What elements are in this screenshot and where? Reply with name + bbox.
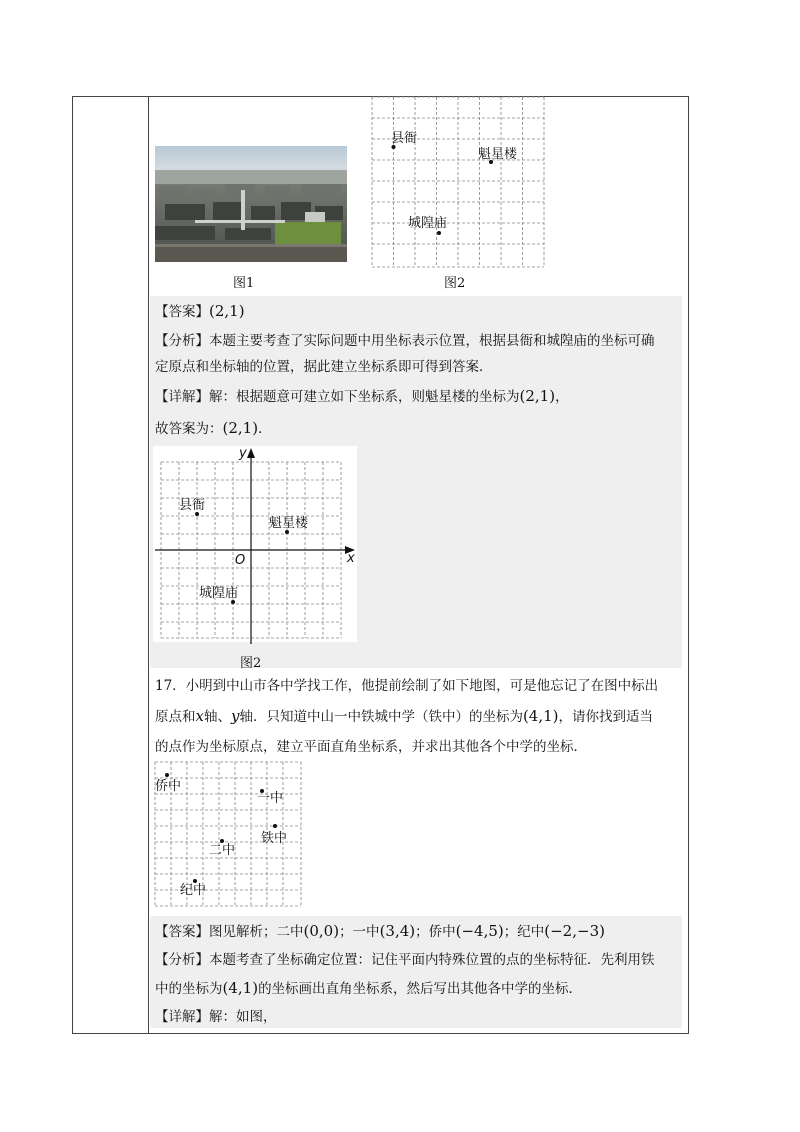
tiezhong-point — [273, 824, 277, 828]
yizhong-coord: (3,4) — [379, 922, 416, 940]
detail-text: 解：如图， — [209, 1009, 277, 1025]
answer-text-2: ；一中 — [339, 924, 380, 940]
q16-answer — [155, 301, 245, 322]
detail-text: 解：根据题意可建立如下坐标系，则魁星楼的坐标为 — [209, 389, 520, 405]
final-answer-coord: (2,1) — [222, 419, 259, 437]
detail-label: 【详解】 — [155, 389, 209, 405]
table-column-separator — [148, 96, 149, 1034]
qiaozhong-coord: (−4,5) — [455, 922, 504, 940]
answer-text-3: ；侨中 — [415, 924, 456, 940]
final-answer-punct: ． — [258, 421, 272, 437]
xianya-label: 县衙 — [179, 498, 206, 513]
answer-value: (2,1) — [209, 302, 245, 320]
q17-text-b: 轴、 — [203, 709, 231, 725]
kuixinglou-coord: (2,1) — [519, 387, 556, 405]
final-answer-text: 故答案为： — [155, 421, 223, 437]
q17-text-c: 轴．只知道中山一中铁城中学（铁中）的坐标为 — [239, 709, 523, 725]
q17-line1: 17．小明到中山市各中学找工作，他提前绘制了如下地图，可是他忘记了在图中标出 — [155, 678, 659, 694]
q17-analysis-line1 — [155, 950, 655, 970]
coordinate-figure-caption: 图2 — [240, 656, 262, 671]
q16-detail-line2 — [155, 418, 272, 439]
analysis-text: 本题考查了坐标确定位置：记住平面内特殊位置的点的坐标特征．先利用铁 — [209, 952, 655, 968]
analysis-label: 【分析】 — [155, 333, 209, 349]
x-axis-label: x — [347, 551, 355, 566]
y-axis-symbol: y — [230, 707, 240, 725]
q16-detail-line1 — [155, 386, 569, 407]
analysis-label: 【分析】 — [155, 952, 209, 968]
q16-analysis-line1 — [155, 331, 655, 351]
q17-line2 — [155, 706, 653, 727]
chenghuangmiao-point — [437, 231, 441, 235]
erzhong-label: 二中 — [209, 843, 236, 858]
q17-line3: 的点作为坐标原点，建立平面直角坐标系，并求出其他各个中学的坐标． — [155, 739, 587, 755]
qiaozhong-label: 侨中 — [155, 779, 182, 794]
y-axis-label: y — [239, 446, 247, 461]
qiaozhong-point — [165, 773, 169, 777]
map1-grid — [371, 96, 547, 268]
q17-answer — [155, 921, 605, 942]
x-axis-symbol: x — [195, 707, 204, 725]
answer-label: 【答案】 — [155, 924, 209, 940]
analysis-text: 本题主要考查了实际问题中用坐标表示位置，根据县衙和城隍庙的坐标可确 — [209, 333, 655, 349]
map2-grid — [153, 760, 305, 910]
answer-text-1: 图见解析；二中 — [209, 924, 304, 940]
chenghuangmiao-label: 城隍庙 — [408, 216, 448, 231]
analysis-text-b: 的坐标画出直角坐标系，然后写出其他各中学的坐标． — [258, 981, 583, 997]
y-axis-arrow — [247, 448, 255, 458]
kuixinglou-label: 魁星楼 — [478, 147, 518, 162]
q17-analysis-line2 — [155, 978, 582, 999]
xianya-label: 县衙 — [391, 131, 418, 146]
yizhong-label: 一中 — [257, 791, 284, 806]
tiezhong-coord: (4,1) — [222, 979, 259, 997]
origin-label: O — [235, 553, 246, 568]
answer-label: 【答案】 — [155, 304, 209, 320]
q17-detail — [155, 1007, 277, 1027]
detail-label: 【详解】 — [155, 1009, 209, 1025]
q16-analysis-line2: 定原点和坐标轴的位置，据此建立坐标系即可得到答案． — [155, 359, 493, 375]
kuixinglou-label: 魁星楼 — [269, 516, 309, 531]
tiezhong-label: 铁中 — [261, 831, 288, 846]
answer-text-4: ；纪中 — [503, 924, 545, 940]
jizhong-coord: (−2,−3) — [544, 922, 605, 940]
city-aerial-photo — [155, 146, 347, 262]
q17-text-a: 原点和 — [155, 709, 196, 725]
tiezhong-coord: (4,1) — [522, 707, 559, 725]
figure2-caption: 图2 — [444, 276, 466, 291]
q17-text-d: ，请你找到适当 — [558, 709, 654, 725]
chenghuangmiao-label: 城隍庙 — [199, 586, 239, 601]
analysis-text-a: 中的坐标为 — [155, 981, 223, 997]
jizhong-label: 纪中 — [180, 883, 207, 898]
coordinate-system-figure — [153, 446, 357, 646]
detail-punct: ， — [555, 389, 569, 405]
figure1-caption: 图1 — [233, 276, 255, 291]
erzhong-coord: (0,0) — [303, 922, 340, 940]
